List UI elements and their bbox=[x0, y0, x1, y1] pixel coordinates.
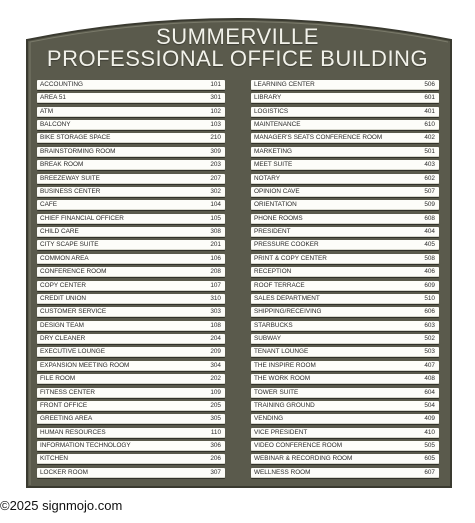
directory-row bbox=[251, 147, 439, 157]
directory-row-number: 307 bbox=[210, 468, 221, 476]
directory-row-number: 106 bbox=[210, 254, 221, 262]
directory-row-name: PRESIDENT bbox=[254, 228, 291, 236]
directory-row-number: 510 bbox=[424, 294, 435, 302]
directory-row-name: FRONT OFFICE bbox=[40, 401, 88, 409]
directory-row bbox=[251, 361, 439, 371]
directory-row bbox=[37, 307, 225, 317]
directory-row bbox=[251, 347, 439, 357]
directory-row-number: 501 bbox=[424, 147, 435, 155]
directory-row-number: 402 bbox=[424, 134, 435, 142]
directory-row-number: 608 bbox=[424, 214, 435, 222]
directory-row-number: 104 bbox=[210, 201, 221, 209]
directory-row-number: 407 bbox=[424, 361, 435, 369]
directory-row-name: DRY CLEANER bbox=[40, 335, 86, 343]
directory-row bbox=[37, 200, 225, 210]
directory-row-number: 406 bbox=[424, 268, 435, 276]
directory-row bbox=[37, 160, 225, 170]
directory-row-name: THE WORK ROOM bbox=[254, 375, 311, 383]
directory-row bbox=[37, 174, 225, 184]
directory-row-number: 308 bbox=[210, 228, 221, 236]
directory-row-number: 504 bbox=[424, 401, 435, 409]
directory-row-number: 506 bbox=[424, 81, 435, 88]
directory-row-name: TOWER SUITE bbox=[254, 388, 299, 396]
directory-row bbox=[37, 214, 225, 224]
directory-row bbox=[37, 187, 225, 197]
directory-row bbox=[251, 307, 439, 317]
directory-row-name: MEET SUITE bbox=[254, 161, 293, 169]
directory-row-number: 405 bbox=[424, 241, 435, 249]
directory-row-number: 403 bbox=[424, 161, 435, 169]
directory-row-number: 309 bbox=[210, 147, 221, 155]
directory-row-number: 210 bbox=[210, 134, 221, 142]
directory-row-number: 206 bbox=[210, 455, 221, 463]
directory-row-name: BREEZEWAY SUITE bbox=[40, 174, 100, 182]
directory-row-number: 408 bbox=[424, 375, 435, 383]
directory-row bbox=[37, 120, 225, 130]
directory-row bbox=[251, 267, 439, 277]
directory-row bbox=[37, 374, 225, 384]
directory-row-name: COMMON AREA bbox=[40, 254, 89, 262]
directory-row-name: VIDEO CONFERENCE ROOM bbox=[254, 441, 343, 449]
directory-row-number: 605 bbox=[424, 455, 435, 463]
directory-row-number: 203 bbox=[210, 161, 221, 169]
directory-row-number: 103 bbox=[210, 121, 221, 129]
directory-row-name: THE INSPIRE ROOM bbox=[254, 361, 316, 369]
directory-row-number: 607 bbox=[424, 468, 435, 476]
directory-row-number: 202 bbox=[210, 375, 221, 383]
sign-title-line-2: PROFESSIONAL OFFICE BUILDING bbox=[46, 46, 429, 71]
directory-row-number: 207 bbox=[210, 174, 221, 182]
directory-row bbox=[37, 468, 225, 478]
directory-row-number: 306 bbox=[210, 441, 221, 449]
directory-row-name: HUMAN RESOURCES bbox=[40, 428, 106, 436]
directory-row-number: 310 bbox=[210, 294, 221, 302]
directory-row-name: LEARNING CENTER bbox=[254, 81, 315, 88]
directory-row bbox=[251, 401, 439, 411]
directory-row-name: COPY CENTER bbox=[40, 281, 87, 289]
directory-row-name: TENANT LOUNGE bbox=[254, 348, 309, 356]
directory-row-number: 404 bbox=[424, 228, 435, 236]
directory-row-name: RECEPTION bbox=[254, 268, 292, 276]
directory-row bbox=[37, 414, 225, 424]
directory-row bbox=[37, 147, 225, 157]
directory-row bbox=[37, 267, 225, 277]
directory-row-number: 102 bbox=[210, 107, 221, 115]
directory-row bbox=[37, 428, 225, 438]
directory-row bbox=[251, 200, 439, 210]
directory-row-name: PHONE ROOMS bbox=[254, 214, 303, 222]
directory-row-name: ATM bbox=[40, 107, 54, 115]
directory-row-name: SHIPPING/RECEIVING bbox=[254, 308, 322, 316]
directory-row bbox=[37, 321, 225, 331]
directory-row bbox=[251, 80, 439, 90]
directory-row bbox=[37, 107, 225, 117]
directory-row-name: FITNESS CENTER bbox=[40, 388, 96, 396]
directory-row-name: MAINTENANCE bbox=[254, 121, 301, 129]
directory-row bbox=[37, 227, 225, 237]
directory-row bbox=[251, 374, 439, 384]
directory-row bbox=[37, 93, 225, 103]
directory-row bbox=[251, 133, 439, 143]
directory-row-number: 107 bbox=[210, 281, 221, 289]
directory-row bbox=[251, 227, 439, 237]
directory-row-name: VICE PRESIDENT bbox=[254, 428, 308, 436]
directory-row bbox=[251, 321, 439, 331]
directory-row-name: ACCOUNTING bbox=[40, 81, 83, 88]
directory-row-name: MARKETING bbox=[254, 147, 292, 155]
directory-row-name: LIBRARY bbox=[254, 94, 282, 102]
directory-row-name: WEBINAR & RECORDING ROOM bbox=[254, 455, 353, 463]
directory-row bbox=[37, 441, 225, 451]
directory-row bbox=[251, 294, 439, 304]
directory-row-number: 409 bbox=[424, 415, 435, 423]
directory-row-number: 108 bbox=[210, 321, 221, 329]
directory-row-name: BIKE STORAGE SPACE bbox=[40, 134, 111, 142]
directory-row-number: 304 bbox=[210, 361, 221, 369]
directory-row-number: 109 bbox=[210, 388, 221, 396]
directory-row bbox=[37, 454, 225, 464]
directory-row-name: CREDIT UNION bbox=[40, 294, 87, 302]
directory-row-number: 505 bbox=[424, 441, 435, 449]
directory-row-number: 305 bbox=[210, 415, 221, 423]
directory-row-name: BALCONY bbox=[40, 121, 71, 129]
directory-row-name: STARBUCKS bbox=[254, 321, 293, 329]
directory-row-number: 503 bbox=[424, 348, 435, 356]
directory-row bbox=[251, 414, 439, 424]
directory-row-number: 502 bbox=[424, 335, 435, 343]
copyright-text: ©2025 signmojo.com bbox=[0, 498, 123, 513]
directory-row-name: LOCKER ROOM bbox=[40, 468, 88, 476]
directory-row-name: LOGISTICS bbox=[254, 107, 289, 115]
directory-row-name: MANAGER'S SEATS CONFERENCE ROOM bbox=[254, 134, 383, 142]
directory-row bbox=[251, 187, 439, 197]
directory-row-name: ORIENTATION bbox=[254, 201, 297, 209]
directory-row-name: CHILD CARE bbox=[40, 228, 79, 236]
directory-row bbox=[37, 240, 225, 250]
directory-row bbox=[37, 281, 225, 291]
directory-row-name: CITY SCAPE SUITE bbox=[40, 241, 99, 249]
directory-row bbox=[251, 281, 439, 291]
directory-row bbox=[251, 107, 439, 117]
directory-row bbox=[251, 441, 439, 451]
directory-row-number: 606 bbox=[424, 308, 435, 316]
directory-row-number: 110 bbox=[210, 428, 221, 436]
directory-row-number: 208 bbox=[210, 268, 221, 276]
directory-row bbox=[251, 468, 439, 478]
directory-row bbox=[37, 294, 225, 304]
directory-row bbox=[37, 388, 225, 398]
directory-row-number: 401 bbox=[424, 107, 435, 115]
directory-row bbox=[37, 334, 225, 344]
directory-row-name: ROOF TERRACE bbox=[254, 281, 305, 289]
directory-row-number: 301 bbox=[210, 94, 221, 102]
directory-row bbox=[251, 174, 439, 184]
directory-row-number: 609 bbox=[424, 281, 435, 289]
directory-row bbox=[251, 334, 439, 344]
directory-row-name: NOTARY bbox=[254, 174, 281, 182]
directory-row-number: 105 bbox=[210, 214, 221, 222]
directory-row bbox=[251, 160, 439, 170]
directory-row-number: 507 bbox=[424, 187, 435, 195]
directory-row-name: CAFE bbox=[40, 201, 58, 209]
directory-row-name: PRINT & COPY CENTER bbox=[254, 254, 327, 262]
directory-row-name: BUSINESS CENTER bbox=[40, 187, 101, 195]
directory-row bbox=[37, 401, 225, 411]
directory-row bbox=[251, 214, 439, 224]
directory-row-name: CHIEF FINANCIAL OFFICER bbox=[40, 214, 124, 222]
directory-row-number: 204 bbox=[210, 335, 221, 343]
directory-row bbox=[37, 133, 225, 143]
directory-row-name: TRAINING GROUND bbox=[254, 401, 315, 409]
directory-row-number: 602 bbox=[424, 174, 435, 182]
directory-row-name: WELLNESS ROOM bbox=[254, 468, 311, 476]
directory-row bbox=[251, 240, 439, 250]
directory-row-number: 601 bbox=[424, 94, 435, 102]
directory-row-name: PRESSURE COOKER bbox=[254, 241, 319, 249]
directory-row-name: INFORMATION TECHNOLOGY bbox=[40, 441, 131, 449]
directory-row-name: SALES DEPARTMENT bbox=[254, 294, 320, 302]
directory-row-number: 604 bbox=[424, 388, 435, 396]
directory-row-name: SUBWAY bbox=[254, 335, 281, 343]
directory-row-name: BREAK ROOM bbox=[40, 161, 84, 169]
directory-row-number: 509 bbox=[424, 201, 435, 209]
directory-row-number: 209 bbox=[210, 348, 221, 356]
directory-row-number: 610 bbox=[424, 121, 435, 129]
directory-row bbox=[37, 361, 225, 371]
directory-row-name: CUSTOMER SERVICE bbox=[40, 308, 107, 316]
directory-row-name: KITCHEN bbox=[40, 455, 69, 463]
directory-row-number: 303 bbox=[210, 308, 221, 316]
directory-row-number: 410 bbox=[424, 428, 435, 436]
directory-row-number: 101 bbox=[210, 81, 221, 88]
directory-row-name: DESIGN TEAM bbox=[40, 321, 84, 329]
directory-row bbox=[251, 388, 439, 398]
directory-row bbox=[37, 254, 225, 264]
directory-row-name: BRAINSTORMING ROOM bbox=[40, 147, 116, 155]
directory-row-name: EXECUTIVE LOUNGE bbox=[40, 348, 105, 356]
directory-row-name: CONFERENCE ROOM bbox=[40, 268, 107, 276]
directory-row bbox=[251, 254, 439, 264]
directory-row-number: 603 bbox=[424, 321, 435, 329]
directory-row-name: GREETING AREA bbox=[40, 415, 93, 423]
directory-row bbox=[37, 347, 225, 357]
directory-row-name: EXPANSION MEETING ROOM bbox=[40, 361, 130, 369]
directory-row-name: FILE ROOM bbox=[40, 375, 76, 383]
directory-row-name: AREA 51 bbox=[40, 94, 66, 102]
directory-row-name: VENDING bbox=[254, 415, 284, 423]
sign-title-line-1: SUMMERVILLE bbox=[156, 24, 319, 49]
directory-row-name: OPINION CAVE bbox=[254, 187, 300, 195]
directory-row-number: 508 bbox=[424, 254, 435, 262]
directory-row bbox=[37, 80, 225, 90]
directory-row-number: 205 bbox=[210, 401, 221, 409]
directory-row bbox=[251, 93, 439, 103]
directory-row-number: 302 bbox=[210, 187, 221, 195]
directory-row-number: 201 bbox=[210, 241, 221, 249]
directory-row bbox=[251, 120, 439, 130]
directory-row bbox=[251, 428, 439, 438]
directory-row bbox=[251, 454, 439, 464]
